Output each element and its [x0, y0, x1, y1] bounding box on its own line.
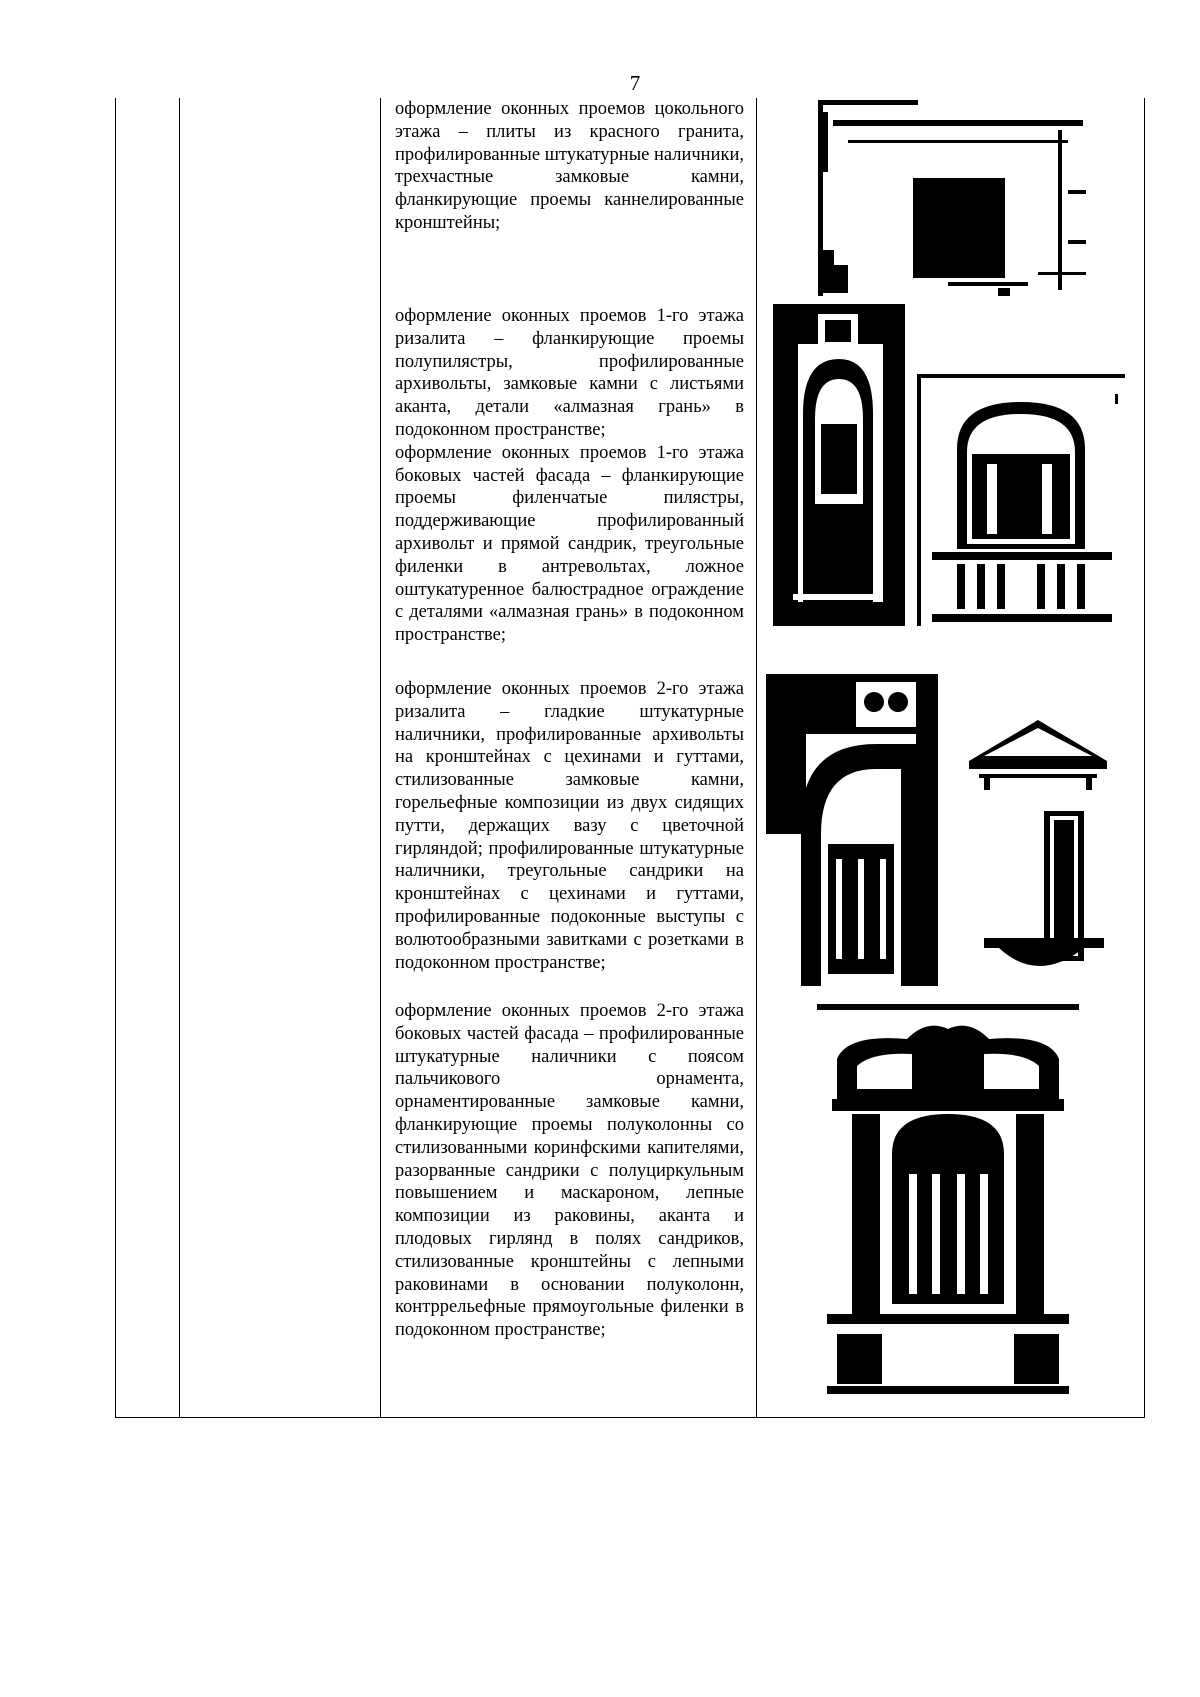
- arched-window-balustrade-image: [917, 374, 1125, 626]
- description-paragraph: оформление оконных проемов 2-го этажа боковых частей фасада – профилированные штукатурные наличники с поясом пальчикового орнамента, орнаментированные замковые камни, фланкирующие проемы полуколонны со стилизованными коринфскими капителями, разорванные сандрики с полуциркульным повышением и маскароном, лепные композиции из раковины, аканта и плодовых гирлянд в полях сандриков, стилизованные кронштейны с лепными раковинами в основании полуколонн, контррельефные прямоугольные филенки в подоконном пространстве;: [395, 1001, 744, 1341]
- arched-window-risalit-photo: [773, 304, 905, 626]
- row-description: [395, 678, 744, 974]
- column-divider: [756, 98, 757, 1417]
- pediment-window-image: [964, 716, 1112, 986]
- row-description: [395, 305, 744, 647]
- broken-pediment-window-image: [817, 1004, 1079, 1401]
- putti-arch-window-photo: [766, 674, 938, 986]
- description-paragraph: оформление оконных проемов 2-го этажа ризалита – гладкие штукатурные наличники, профилированные архивольты на кронштейнах с цехинами и гуттами, стилизованные замковые камни, горельефные композиции из двух сидящих путти, держащих вазу с цветочной гирляндой; профилированные штукатурные наличники, треугольные сандрики на кронштейнах с цехинами и гуттами, профилированные подоконные выступы с волютообразными завитками с розетками в подоконном пространстве;: [395, 679, 744, 973]
- broken-pediment-window-photo: [817, 1004, 1079, 1401]
- row-description: [395, 98, 744, 235]
- putti-arch-window-image: [766, 674, 938, 986]
- plinth-window-photo: [818, 100, 1086, 296]
- description-paragraph: оформление оконных проемов 1-го этажа ризалита – фланкирующие проемы полупилястры, профилированные архивольты, замковые камни с листьями аканта, детали «алмазная грань» в подоконном пространстве;: [395, 306, 744, 440]
- page-number: 7: [629, 71, 641, 95]
- description-paragraph: оформление оконных проемов цокольного этажа – плиты из красного гранита, профилированные штукатурные наличники, трехчастные замковые камни, фланкирующие проемы каннелированные кронштейны;: [395, 99, 744, 233]
- arched-window-balustrade-photo: [917, 374, 1125, 626]
- arched-window-risalit-image: [773, 304, 905, 626]
- column-divider: [380, 98, 381, 1417]
- row-description: [395, 1000, 744, 1342]
- description-paragraph: оформление оконных проемов 1-го этажа боковых частей фасада – фланкирующие проемы филенчатые пилястры, поддерживающие профилированный архивольт и прямой сандрик, треугольные филенки в антревольтах, ложное оштукатуренное балюстрадное ограждение с деталями «алмазная грань» в подоконном пространстве;: [395, 442, 744, 646]
- column-divider: [179, 98, 180, 1417]
- plinth-window-image: [818, 100, 1086, 296]
- pediment-window-photo: [964, 716, 1112, 986]
